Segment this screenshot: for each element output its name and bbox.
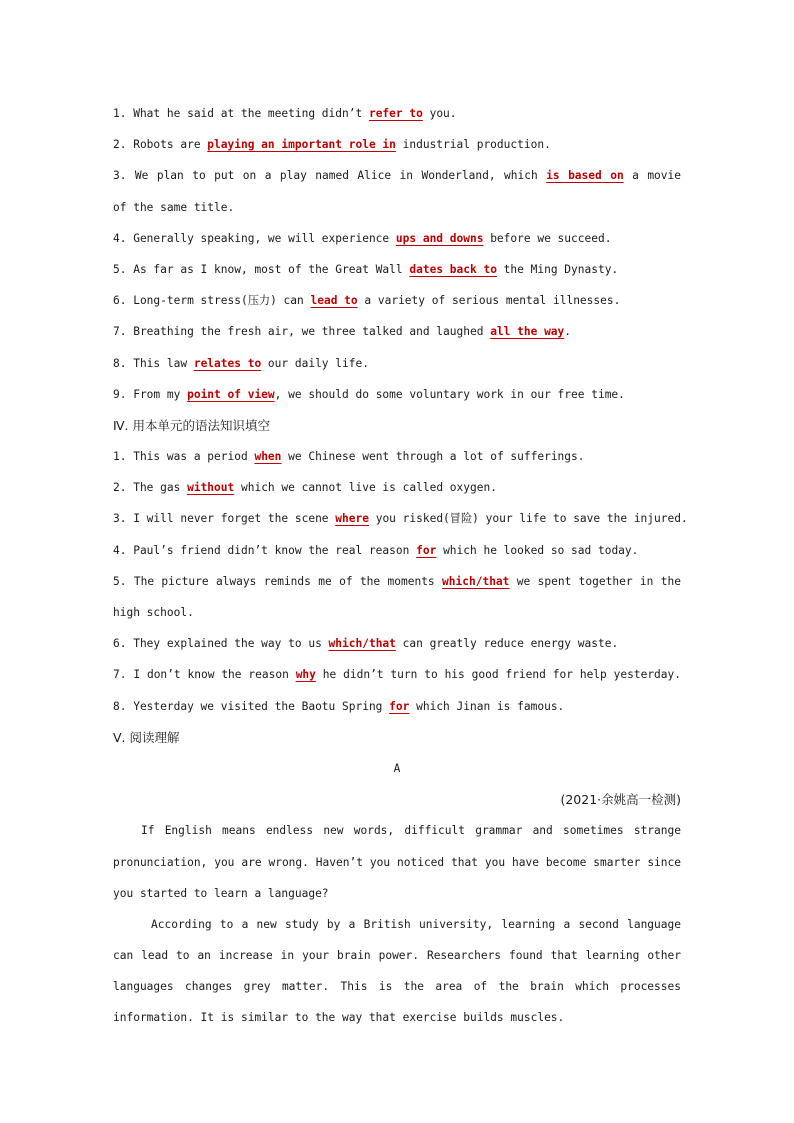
paragraph-line: According to a new study by a British university, learning a second language (151, 917, 681, 931)
exercise-item: 5. The picture always reminds me of the moments which/that we spent together in the (113, 574, 681, 588)
answer: for (389, 699, 410, 713)
section-heading: Ⅴ. 阅读理解 (113, 729, 180, 745)
answer: where (335, 512, 369, 526)
answer: why (295, 668, 316, 682)
exercise-item: 7. I don’t know the reason why he didn’t turn to his good friend for help yesterday. (113, 668, 681, 682)
paragraph-line: languages changes grey matter. This is the area of the brain which processes (113, 980, 681, 994)
passage-label: A (393, 761, 401, 775)
exercise-item: 6. They explained the way to us which/that can greatly reduce energy waste. (113, 637, 619, 651)
answer: without (187, 481, 235, 495)
passage-paragraph (113, 815, 681, 909)
exercise-item: 3. We plan to put on a play named Alice in Wonderland, which is based on a movie (113, 169, 681, 183)
section-3-list (113, 98, 681, 410)
exercise-item: 6. Long-term stress(压力) can lead to a variety of serious mental illnesses. (113, 294, 621, 308)
exercise-item: 4. Generally speaking, we will experience ups and downs before we succeed. (113, 231, 612, 245)
answer: lead to (310, 294, 358, 308)
exercise-item: 7. Breathing the fresh air, we three talked and laughed all the way. (113, 325, 572, 339)
document-page (113, 98, 688, 1034)
exercise-item: 3. I will never forget the scene where you risked(冒险) your life to save the injured. (113, 512, 688, 526)
paragraph-line: pronunciation, you are wrong. Haven’t you noticed that you have become smarter since (113, 855, 681, 869)
exercise-item-continuation: of the same title. (113, 200, 235, 214)
section-heading: Ⅳ. 用本单元的语法知识填空 (113, 417, 270, 433)
answer: is based on (546, 169, 624, 183)
exercise-item: 1. What he said at the meeting didn’t refer to you. (113, 107, 457, 120)
answer: for (416, 543, 437, 557)
answer: playing an important role in (207, 138, 396, 152)
paragraph-line: can lead to an increase in your brain power. Researchers found that learning other (113, 949, 681, 963)
answer: all the way (490, 325, 565, 339)
answer: point of view (187, 387, 275, 401)
answer: when (254, 450, 282, 464)
section-4-list (113, 441, 688, 722)
passage-paragraph (113, 909, 681, 1034)
answer: relates to (193, 356, 262, 370)
answer: refer to (368, 107, 423, 120)
passage-source: (2021·余姚高一检测) (560, 792, 681, 808)
exercise-item: 2. The gas without which we cannot live is called oxygen. (113, 481, 497, 495)
exercise-item: 8. This law relates to our daily life. (113, 356, 369, 370)
answer: ups and downs (395, 231, 484, 245)
exercise-item: 1. This was a period when we Chinese went through a lot of sufferings. (113, 450, 585, 464)
exercise-item-continuation: high school. (113, 606, 194, 619)
exercise-item: 4. Paul’s friend didn’t know the real reason for which he looked so sad today. (113, 543, 639, 557)
exercise-item: 9. From my point of view, we should do some voluntary work in our free time. (113, 387, 625, 401)
exercise-item: 8. Yesterday we visited the Baotu Spring for which Jinan is famous. (113, 699, 565, 713)
answer: which/that (328, 637, 396, 651)
exercise-item: 5. As far as I know, most of the Great Wall dates back to the Ming Dynasty. (113, 262, 619, 276)
paragraph-line: information. It is similar to the way that exercise builds muscles. (113, 1011, 565, 1025)
answer: which/that (442, 574, 510, 588)
exercise-item: 2. Robots are playing an important role in industrial production. (113, 138, 551, 152)
paragraph-line: If English means endless new words, difficult grammar and sometimes strange (141, 824, 681, 838)
paragraph-line: you started to learn a language? (113, 886, 329, 900)
answer: dates back to (409, 262, 497, 276)
